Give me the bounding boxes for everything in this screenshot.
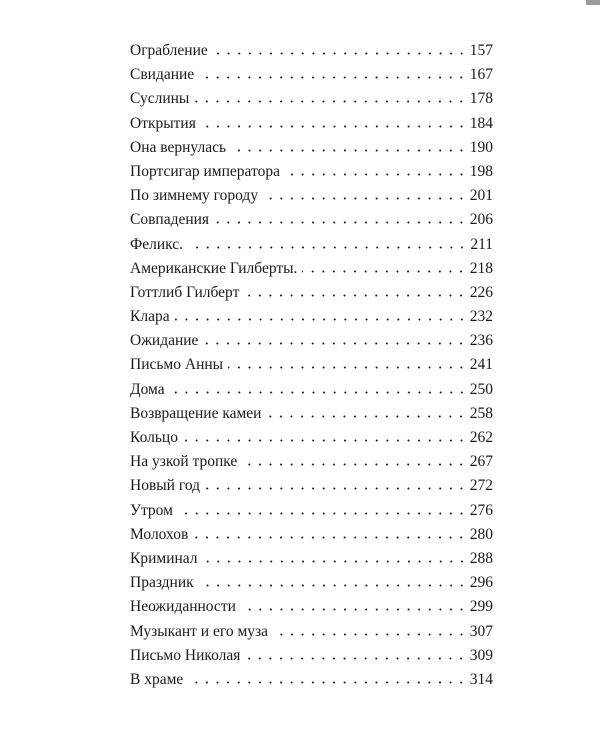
- dot-leader: [203, 560, 467, 563]
- dot-leader: [285, 173, 467, 176]
- toc-entry: [130, 257, 493, 281]
- toc-entry: [130, 426, 493, 450]
- toc-entry: [130, 571, 493, 595]
- dot-leader: [241, 608, 467, 611]
- toc-entry-title: Криминал: [130, 549, 198, 567]
- toc-entry-title: По зимнему городу: [130, 187, 259, 205]
- toc-entry-page: 211: [470, 235, 493, 253]
- dot-leader: [245, 657, 466, 660]
- toc-entry: [130, 644, 493, 668]
- table-of-contents: [130, 39, 493, 692]
- dot-leader: [266, 415, 466, 418]
- corner-mark: [586, 0, 600, 5]
- dot-leader: [175, 318, 467, 321]
- toc-entry: [130, 112, 493, 136]
- toc-entry-page: 299: [469, 598, 493, 616]
- toc-entry: [130, 499, 493, 523]
- dot-leader: [194, 100, 466, 103]
- toc-entry-page: 198: [469, 162, 493, 180]
- toc-entry-title: Феликс.: [130, 235, 184, 253]
- toc-entry-title: Утром: [130, 501, 173, 519]
- toc-entry-title: Новый год: [130, 477, 201, 495]
- dot-leader: [273, 633, 467, 636]
- toc-entry: [130, 474, 493, 498]
- toc-entry-title: Музыкант и его муза: [130, 622, 269, 640]
- toc-entry-page: 280: [469, 525, 493, 543]
- toc-entry-title: Возвращение камеи: [130, 404, 262, 422]
- toc-entry-page: 184: [469, 114, 493, 132]
- dot-leader: [302, 270, 466, 273]
- toc-entry-page: 201: [469, 187, 493, 205]
- toc-entry: [130, 523, 493, 547]
- toc-entry-title: Портсигар императора: [130, 162, 280, 180]
- dot-leader: [199, 584, 467, 587]
- toc-entry: [130, 378, 493, 402]
- toc-entry-title: На узкой тропке: [130, 453, 238, 471]
- toc-entry-title: Она вернулась: [130, 138, 227, 156]
- toc-entry-page: 296: [469, 574, 493, 592]
- dot-leader: [199, 76, 467, 79]
- dot-leader: [231, 149, 467, 152]
- toc-entry-title: Совпадения: [130, 211, 210, 229]
- toc-entry: [130, 281, 493, 305]
- dot-leader: [244, 294, 466, 297]
- toc-entry: [130, 63, 493, 87]
- toc-entry-page: 167: [469, 66, 493, 84]
- toc-entry: [130, 668, 493, 692]
- toc-entry-page: 262: [469, 429, 493, 446]
- toc-entry-page: 250: [469, 380, 493, 398]
- toc-entry: [130, 87, 493, 111]
- toc-entry-title: Открытия: [130, 114, 196, 132]
- toc-entry-page: 314: [469, 670, 493, 688]
- toc-entry-title: Кольцо: [130, 429, 178, 446]
- toc-entry-title: Дома: [130, 380, 165, 398]
- dot-leader: [193, 536, 466, 539]
- dot-leader: [188, 246, 467, 249]
- dot-leader: [228, 366, 467, 369]
- toc-entry: [130, 233, 493, 257]
- toc-entry: [130, 547, 493, 571]
- toc-entry-title: Письмо Николая: [130, 646, 241, 664]
- dot-leader: [263, 197, 467, 200]
- toc-entry-title: Американские Гилберты.: [130, 259, 298, 277]
- toc-entry: [130, 329, 493, 353]
- toc-entry-page: 276: [469, 501, 493, 519]
- toc-entry-title: Готтлиб Гилберт: [130, 283, 240, 301]
- toc-entry-title: Письмо Анны: [130, 356, 224, 374]
- dot-leader: [201, 125, 467, 128]
- dot-leader: [188, 681, 466, 684]
- dot-leader: [170, 391, 467, 394]
- toc-entry-title: В храме: [130, 670, 184, 688]
- toc-entry: [130, 305, 493, 329]
- toc-entry-page: 258: [469, 404, 493, 422]
- dot-leader: [205, 487, 467, 490]
- toc-entry-page: 206: [469, 211, 493, 229]
- toc-entry-title: Молохов: [130, 525, 189, 543]
- toc-entry-title: Ожидание: [130, 332, 199, 350]
- toc-entry-page: 218: [469, 259, 493, 277]
- dot-leader: [203, 342, 466, 345]
- toc-entry-page: 232: [469, 308, 493, 326]
- dot-leader: [213, 52, 467, 55]
- dot-leader: [178, 512, 467, 515]
- toc-entry: [130, 450, 493, 474]
- toc-entry-page: 267: [469, 453, 493, 471]
- toc-entry-page: 272: [469, 477, 493, 495]
- toc-entry-title: Праздник: [130, 574, 194, 592]
- toc-entry-page: 178: [469, 90, 493, 108]
- toc-entry-title: Клара: [130, 308, 170, 326]
- toc-entry-page: 241: [469, 356, 493, 374]
- toc-entry: [130, 353, 493, 377]
- toc-entry: [130, 595, 493, 619]
- dot-leader: [214, 221, 467, 224]
- toc-entry-title: Ограбление: [130, 42, 208, 59]
- toc-entry: [130, 184, 493, 208]
- toc-entry-page: 226: [469, 283, 493, 301]
- toc-entry-page: 288: [469, 549, 493, 567]
- toc-entry-page: 309: [469, 646, 493, 664]
- toc-entry-title: Свидание: [130, 66, 195, 84]
- toc-entry-title: Суслины: [130, 90, 190, 108]
- dot-leader: [242, 463, 466, 466]
- toc-entry: [130, 402, 493, 426]
- toc-entry: [130, 136, 493, 160]
- toc-entry-page: 157: [469, 42, 493, 59]
- toc-entry-title: Неожиданности: [130, 598, 236, 616]
- toc-entry-page: 307: [469, 622, 493, 640]
- toc-entry-page: 236: [469, 332, 493, 350]
- toc-entry: [130, 160, 493, 184]
- dot-leader: [183, 439, 467, 442]
- toc-entry: [130, 208, 493, 232]
- toc-entry: [130, 620, 493, 644]
- toc-entry: [130, 39, 493, 63]
- toc-entry-page: 190: [469, 138, 493, 156]
